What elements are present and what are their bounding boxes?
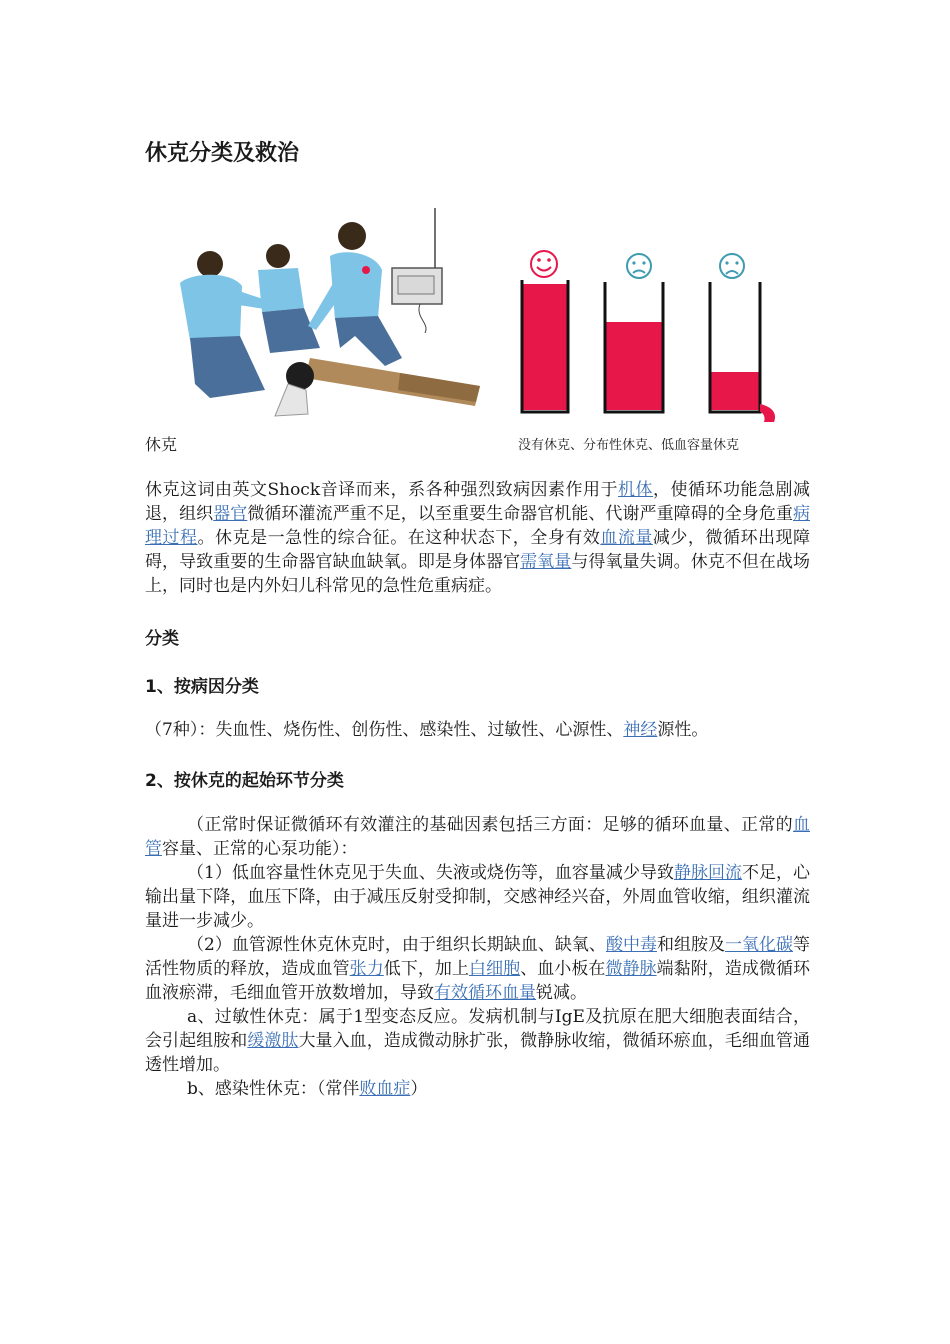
section-heading-classification: 分类 [145,629,179,649]
text-run: 锐减。 [536,983,587,1003]
text-run: （1）低血容量性休克见于失血、失液或烧伤等，血容量减少导致 [187,863,674,883]
text-run: a、过敏性休克：属于1型变态反应。发病机制与IgE及抗原在肥大细胞表面结合，会引起组胺和 [145,1007,810,1051]
link-venule[interactable]: 微静脉 [605,959,657,979]
text-run: 容量、正常的心泵功能）： [162,839,358,859]
link-white-blood-cell[interactable]: 白细胞 [469,959,521,979]
text-run: 与得氧量失调。休克不但在战场上，同时也是内外妇儿科常见的急性危重病症。 [145,552,811,596]
link-venous-return[interactable]: 静脉回流 [673,863,742,883]
text-run: （7种）：失血性、烧伤性、创伤性、感染性、过敏性、心源性、 [145,720,624,740]
text-run: 源性。 [657,720,709,740]
text-run: 和组胺及 [656,935,725,955]
text-run: 低下，加上 [383,959,470,979]
happy-face-icon [531,251,557,277]
link-bradykinin[interactable]: 缓激肽 [247,1031,299,1051]
sad-face-icon [627,254,651,278]
text-run: （2）血管源性休克休克时，由于组织长期缺血、缺氧、 [187,935,606,955]
text-run: 减少，微循环出现障碍，导致重要的生命器官缺血缺氧。即是身体器官 [145,528,811,572]
text-run: （正常时保证微循环有效灌注的基础因素包括三方面：足够的循环血量、正常的 [187,815,793,835]
link-organ[interactable]: 器官 [213,504,248,524]
shock-vessels-illustration [512,240,782,425]
link-nerve[interactable]: 神经 [623,720,658,740]
text-run: 大量入血，造成微动脉扩张，微静脉收缩，微循环瘀血，毛细血管通透性增加。 [145,1031,811,1075]
intro-paragraph [145,478,810,598]
text-run: 休克这词由英文Shock音译而来，系各种强烈致病因素作用于 [145,480,619,500]
link-sepsis[interactable]: 败血症 [359,1079,411,1099]
page-title: 休克分类及救治 [145,141,300,166]
basis-paragraph [145,813,810,861]
link-tension[interactable]: 张力 [349,959,384,979]
septic-paragraph [145,1077,810,1101]
causes-paragraph [145,718,810,742]
text-run: 微循环灌流严重不足，以至重要生命器官机能、代谢严重障碍的全身危重 [247,504,794,524]
link-carbon-monoxide[interactable]: 一氧化碳 [724,935,794,955]
text-run: 等活性物质的释放，造成血管 [145,935,811,979]
text-run: ，使循环功能急剧减退，组织 [145,480,811,524]
text-run: ） [410,1079,428,1099]
text-run: 端黏附，造成微循环血液瘀滞，毛细血管开放数增加，导致 [145,959,811,1003]
link-oxygen-demand[interactable]: 需氧量 [520,552,572,572]
figure-caption-left: 休克 [145,435,178,454]
figure-caption-right: 没有休克、分布性休克、低血容量休克 [518,438,740,453]
anaphylactic-paragraph [145,1005,810,1077]
link-blood-flow[interactable]: 血流量 [600,528,653,548]
classification-body [145,813,810,1101]
cpr-illustration [170,208,492,426]
text-run: b、感染性休克：（常伴 [187,1079,360,1099]
text-run: 、血小板在 [520,959,606,979]
text-run: 不足，心输出量下降，血压下降，由于减压反射受抑制，交感神经兴奋，外周血管收缩，组织灌流量进一步减少。 [145,863,810,931]
link-body[interactable]: 机体 [618,480,654,500]
text-run: 。休克是一急性的综合征。在这种状态下，全身有效 [197,528,601,548]
link-acidosis[interactable]: 酸中毒 [605,935,657,955]
link-blood-vessel[interactable]: 血管 [145,815,810,859]
vasogenic-paragraph [145,933,810,1005]
hypovolemic-paragraph [145,861,810,933]
link-effective-circulating-volume[interactable]: 有效循环血量 [434,983,536,1003]
link-pathological-process[interactable]: 病理过程 [145,504,811,548]
heading-by-initial-stage: 2、按休克的起始环节分类 [145,771,344,791]
very-sad-face-icon [720,254,744,278]
heading-by-cause: 1、按病因分类 [145,677,259,697]
